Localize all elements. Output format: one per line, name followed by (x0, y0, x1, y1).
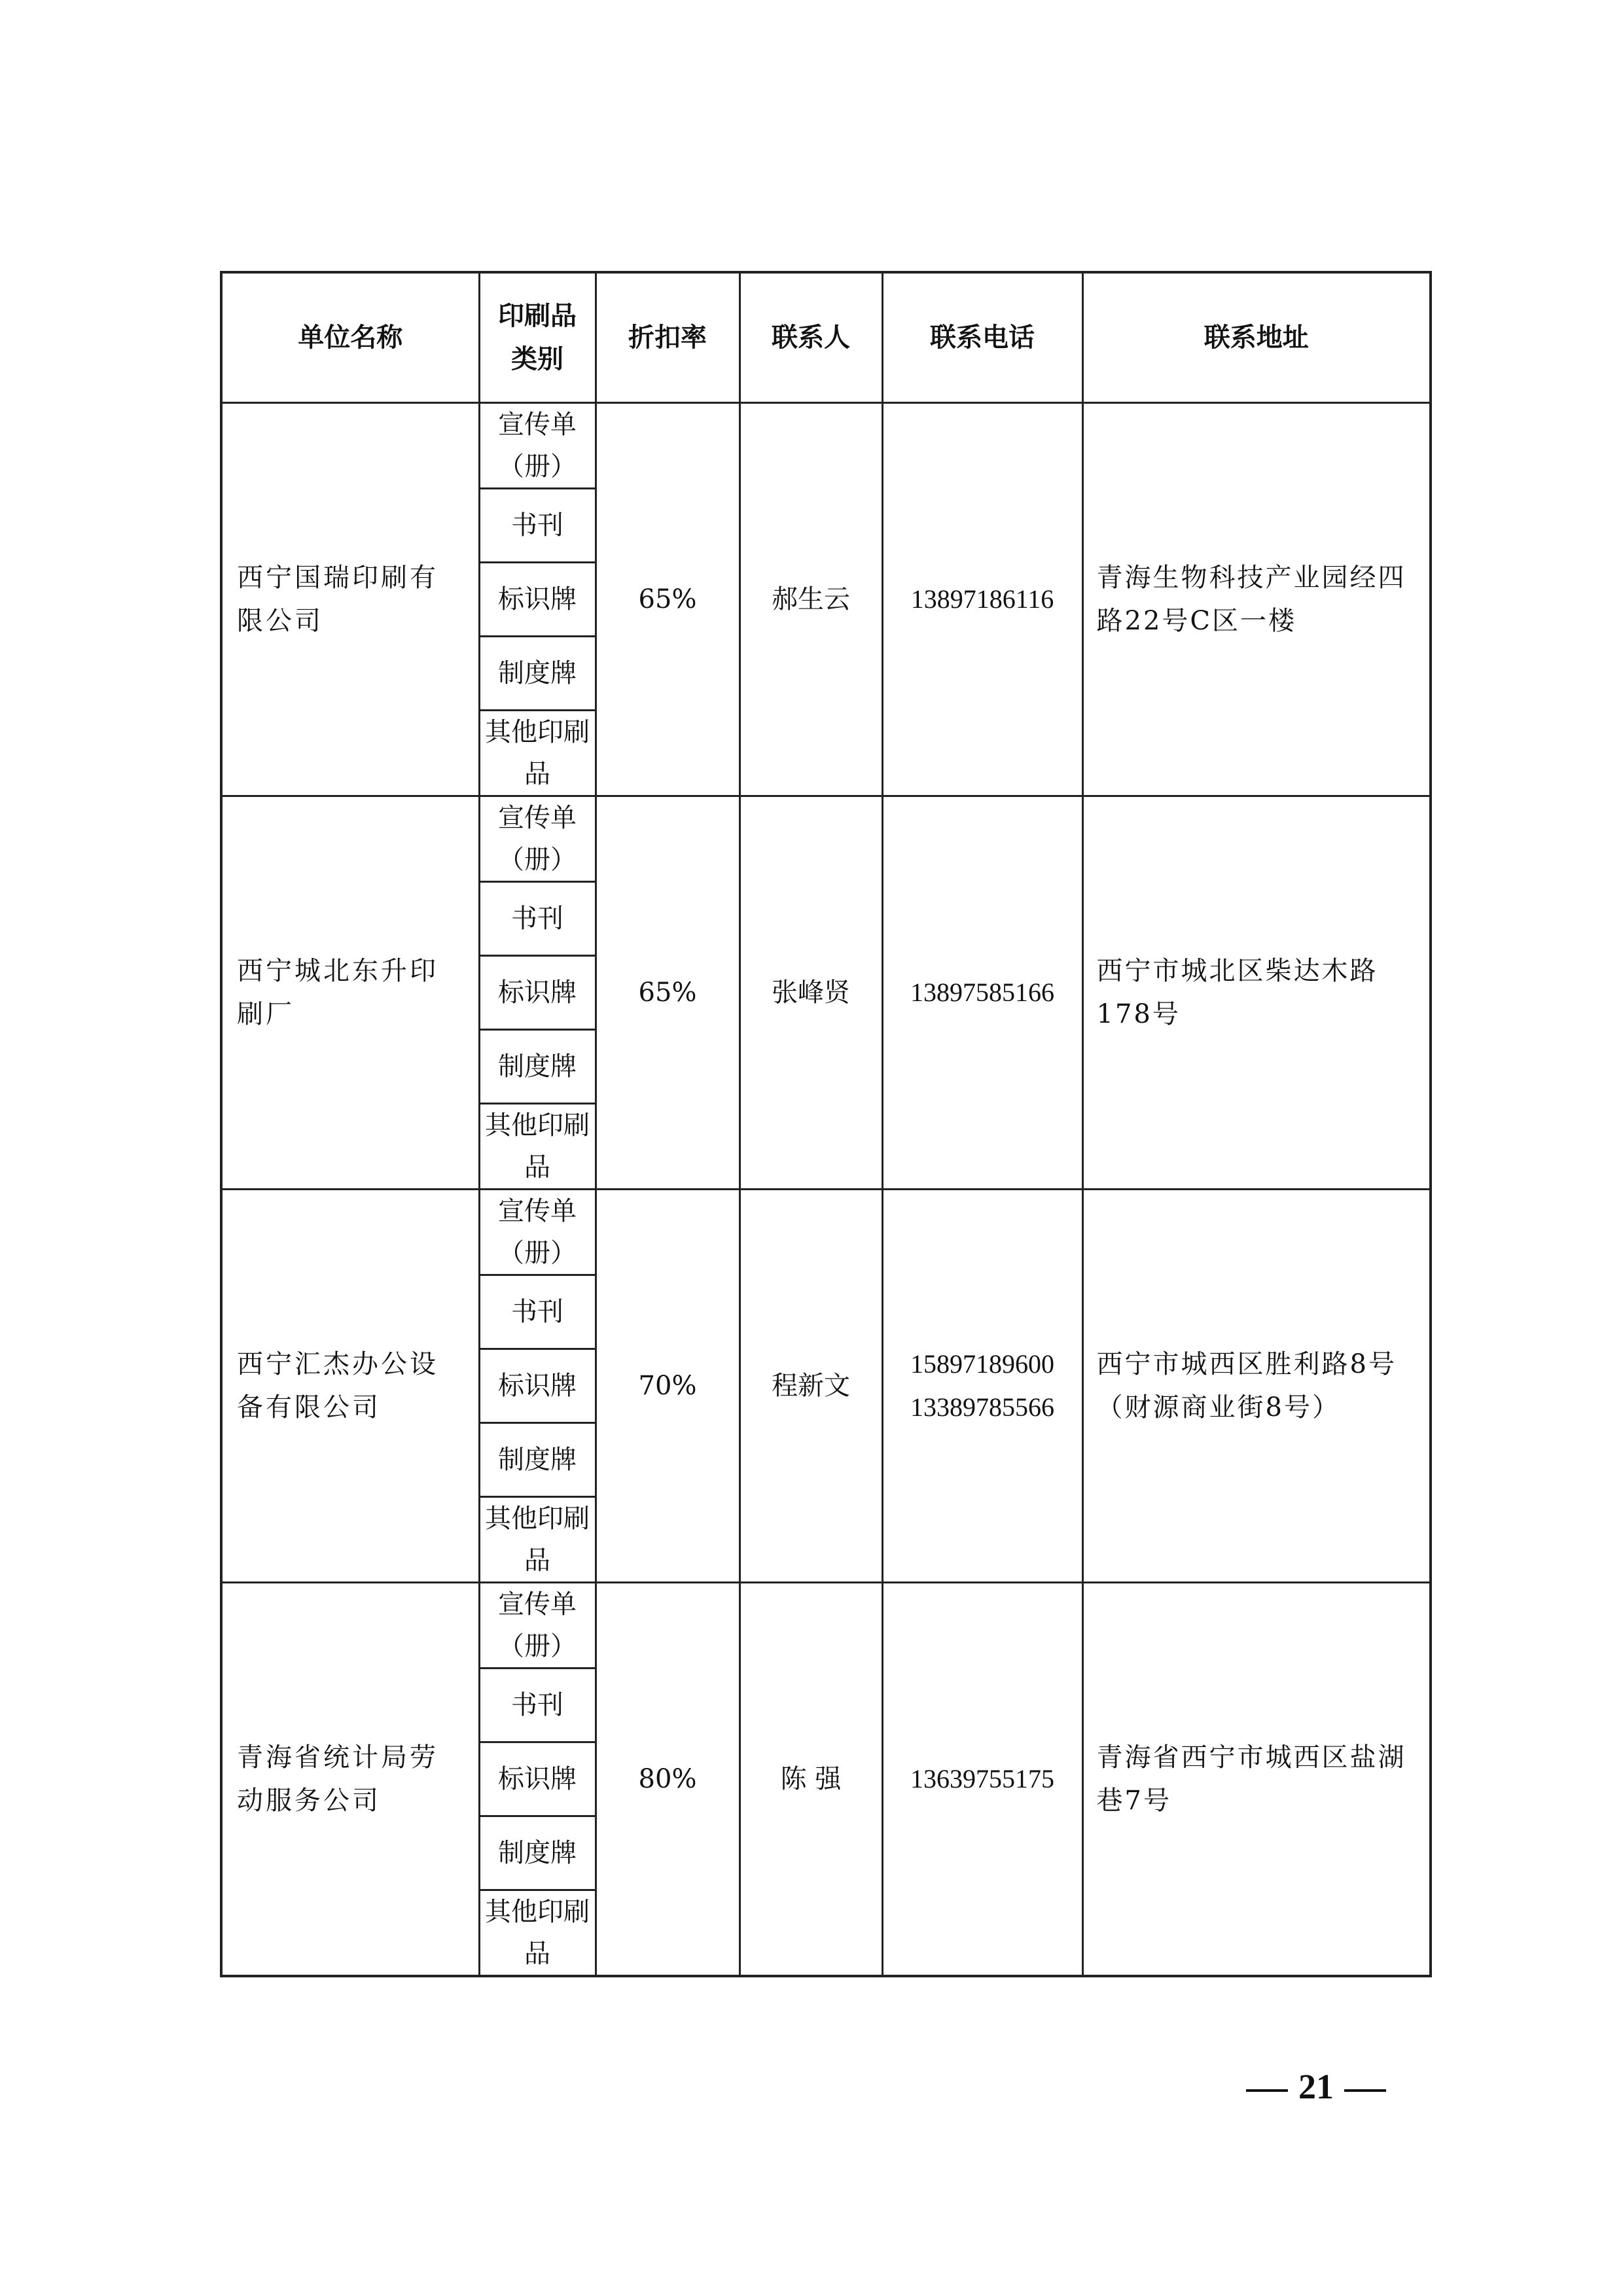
table-row (221, 796, 1431, 882)
category-cell: 宣传单（册） (479, 796, 596, 882)
header-address: 联系地址 (1082, 272, 1431, 403)
phone-primary: 13897186116 (910, 584, 1054, 614)
discount-cell: 65% (596, 796, 740, 1190)
phone-cell (882, 1190, 1082, 1583)
category-cell: 书刊 (479, 882, 596, 956)
category-cell: 宣传单（册） (479, 403, 596, 489)
category-cell: 标识牌 (479, 1742, 596, 1816)
page-number (1236, 2066, 1397, 2107)
header-category (479, 272, 596, 403)
discount-cell: 80% (596, 1583, 740, 1977)
discount-cell: 65% (596, 403, 740, 796)
category-cell: 标识牌 (479, 563, 596, 637)
category-cell: 制度牌 (479, 1423, 596, 1497)
unit-name-cell: 青海省统计局劳动服务公司 (221, 1583, 479, 1977)
address-cell: 西宁市城北区柴达木路178号 (1082, 796, 1431, 1190)
phone-secondary: 13389785566 (910, 1392, 1054, 1422)
phone-primary: 13639755175 (910, 1764, 1054, 1793)
address-cell: 青海省西宁市城西区盐湖巷7号 (1082, 1583, 1431, 1977)
header-category-line1: 印刷品 (498, 301, 577, 331)
table-body (221, 403, 1431, 1977)
table-row (221, 403, 1431, 489)
phone-cell (882, 403, 1082, 796)
category-cell: 制度牌 (479, 1030, 596, 1104)
category-cell: 书刊 (479, 1669, 596, 1742)
phone-primary: 15897189600 (910, 1349, 1054, 1379)
category-cell: 制度牌 (479, 1816, 596, 1890)
page-number-value: 21 (1298, 2067, 1334, 2106)
contact-cell: 郝生云 (740, 403, 882, 796)
header-contact: 联系人 (740, 272, 882, 403)
contact-cell: 张峰贤 (740, 796, 882, 1190)
phone-primary: 13897585166 (910, 978, 1054, 1007)
page-number-left-dash (1246, 2089, 1288, 2092)
contact-cell: 陈 强 (740, 1583, 882, 1977)
category-cell: 书刊 (479, 489, 596, 563)
header-category-line2: 类别 (511, 344, 563, 374)
header-phone: 联系电话 (882, 272, 1082, 403)
table-row (221, 1583, 1431, 1669)
unit-name-cell: 西宁国瑞印刷有限公司 (221, 403, 479, 796)
category-cell: 其他印刷品 (479, 711, 596, 796)
category-cell: 制度牌 (479, 637, 596, 711)
category-cell: 宣传单（册） (479, 1190, 596, 1275)
page-number-right-dash (1344, 2089, 1386, 2092)
category-cell: 其他印刷品 (479, 1104, 596, 1190)
category-cell: 标识牌 (479, 956, 596, 1030)
table-row (221, 1190, 1431, 1275)
unit-name-cell: 西宁汇杰办公设备有限公司 (221, 1190, 479, 1583)
address-cell: 青海生物科技产业园经四路22号C区一楼 (1082, 403, 1431, 796)
category-cell: 标识牌 (479, 1349, 596, 1423)
table-header-row (221, 272, 1431, 403)
category-cell: 其他印刷品 (479, 1497, 596, 1583)
category-cell: 书刊 (479, 1275, 596, 1349)
contact-cell: 程新文 (740, 1190, 882, 1583)
discount-cell: 70% (596, 1190, 740, 1583)
phone-cell (882, 796, 1082, 1190)
header-unit-name: 单位名称 (221, 272, 479, 403)
vendor-table-container (220, 271, 1429, 1977)
phone-cell (882, 1583, 1082, 1977)
category-cell: 其他印刷品 (479, 1890, 596, 1977)
header-discount: 折扣率 (596, 272, 740, 403)
category-cell: 宣传单（册） (479, 1583, 596, 1669)
unit-name-cell: 西宁城北东升印刷厂 (221, 796, 479, 1190)
address-cell: 西宁市城西区胜利路8号（财源商业街8号） (1082, 1190, 1431, 1583)
vendor-table (220, 271, 1432, 1977)
